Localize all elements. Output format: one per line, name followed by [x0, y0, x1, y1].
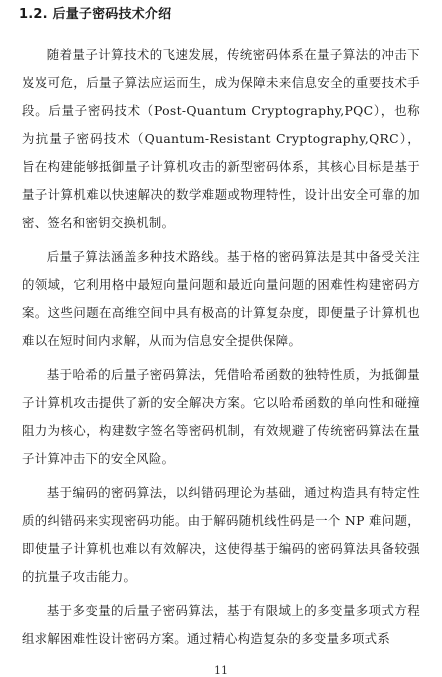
page-number: 11: [214, 664, 228, 677]
paragraph-lattice: 后量子算法涵盖多种技术路线。基于格的密码算法是其中备受关注的领域，它利用格中最短向量问题和最近向量问题的困难性构建密码方案。这些问题在高维空间中具有极高的计算复杂度，即便量子计算机也难以在短时间内求解，从而为信息安全提供保障。: [22, 249, 420, 348]
paragraph-multivariate: 基于多变量的后量子密码算法，基于有限域上的多变量多项式方程组求解困难性设计密码方案。通过精心构造复杂的多变量多项式系: [22, 603, 420, 646]
paragraph-code: 基于编码的密码算法，以纠错码理论为基础，通过构造具有特定性质的纠错码来实现密码功能。由于解码随机线性码是一个 NP 难问题，即使量子计算机也难以有效解决，这使得基于编码的密码算法具备较强的抗量子攻击能力。: [22, 485, 420, 584]
paragraph-intro: 随着量子计算技术的飞速发展，传统密码体系在量子算法的冲击下岌岌可危，后量子算法应运而生，成为保障未来信息安全的重要技术手段。后量子密码技术（Post-Quantum Cryptography,PQC），也称为抗量子密码技术（Quantum-Resistant Cryptography,QRC），旨在构建能够抵御量子计算机攻击的新型密码体系，其核心目标是基于量子计算机难以快速解决的数学难题或物理特性，设计出安全可靠的加密、签名和密钥交换机制。: [22, 47, 420, 230]
paragraph-hash: 基于哈希的后量子密码算法，凭借哈希函数的独特性质，为抵御量子计算机攻击提供了新的安全解决方案。它以哈希函数的单向性和碰撞阻力为核心，构建数字签名等密码机制，有效规避了传统密码算法在量子计算冲击下的安全风险。: [22, 367, 420, 466]
section-heading: 1.2. 后量子密码技术介绍: [19, 7, 172, 22]
